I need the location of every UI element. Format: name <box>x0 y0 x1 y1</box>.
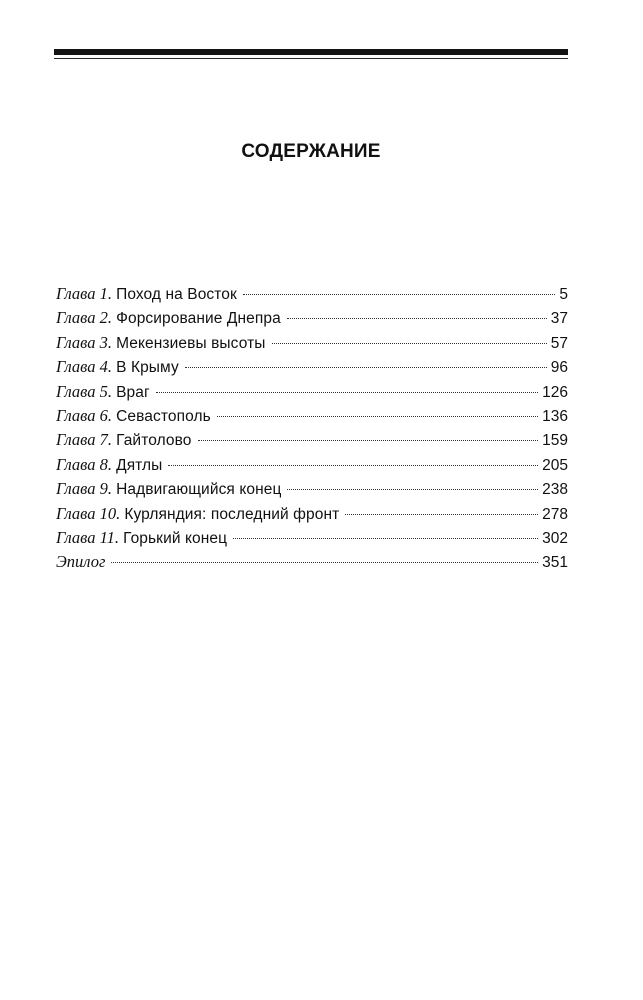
toc-entry[interactable] <box>56 502 568 526</box>
toc-entry[interactable] <box>56 380 568 404</box>
dot-leader <box>111 562 538 563</box>
chapter-number: Глава 8. <box>56 454 112 474</box>
dot-leader <box>156 392 538 393</box>
page-number: 238 <box>542 481 568 499</box>
chapter-title: Дятлы <box>116 456 163 474</box>
toc-entry-label <box>56 306 281 331</box>
dot-leader <box>198 440 539 441</box>
page-number: 126 <box>542 383 568 401</box>
dot-leader <box>185 367 547 368</box>
chapter-number: Глава 1. <box>56 284 112 303</box>
chapter-number: Глава 5. <box>56 381 112 401</box>
toc-entry[interactable] <box>56 404 568 428</box>
page-number: 5 <box>559 286 568 303</box>
page-number: 302 <box>542 529 568 547</box>
page-number: 351 <box>542 554 568 572</box>
chapter-number: Глава 7. <box>56 430 112 450</box>
dot-leader <box>287 489 538 490</box>
toc-entry-label <box>56 453 162 478</box>
chapter-number: Глава 9. <box>56 479 112 499</box>
toc-entry[interactable] <box>56 282 568 306</box>
page-number: 205 <box>542 456 568 474</box>
toc-entry-label <box>56 380 150 405</box>
dot-leader <box>345 514 538 515</box>
toc-entry-label <box>56 428 192 453</box>
toc-entry[interactable] <box>56 428 568 452</box>
header-rule-thick <box>54 49 568 55</box>
chapter-number: Глава 10. <box>56 503 121 523</box>
dot-leader <box>272 343 547 344</box>
table-of-contents <box>56 282 568 575</box>
chapter-title: Враг <box>116 383 150 401</box>
toc-entry-label <box>56 282 237 307</box>
toc-entry-label <box>56 331 266 356</box>
toc-entry-label <box>56 404 211 429</box>
epilogue-label: Эпилог <box>56 552 106 572</box>
chapter-title: Надвигающийся конец <box>116 481 282 499</box>
chapter-title: Поход на Восток <box>116 286 237 303</box>
dot-leader <box>168 465 538 466</box>
page-number: 57 <box>550 334 568 352</box>
chapter-title: Гайтолово <box>116 432 192 450</box>
chapter-number: Глава 4. <box>56 357 112 377</box>
toc-entry[interactable] <box>56 355 568 379</box>
toc-entry[interactable] <box>56 453 568 477</box>
page-number: 159 <box>542 432 568 450</box>
toc-entry-label <box>56 355 179 380</box>
dot-leader <box>233 538 538 539</box>
toc-entry[interactable] <box>56 477 568 501</box>
toc-entry-label <box>56 477 281 502</box>
page-number: 278 <box>542 505 568 523</box>
toc-entry[interactable] <box>56 331 568 355</box>
toc-entry-label <box>56 526 227 551</box>
header-rule-thin <box>54 58 568 59</box>
chapter-title: Севастополь <box>116 407 211 425</box>
toc-entry[interactable] <box>56 306 568 330</box>
page-number: 96 <box>550 359 568 377</box>
page-number: 37 <box>550 310 568 328</box>
chapter-number: Глава 2. <box>56 308 112 328</box>
chapter-number: Глава 3. <box>56 332 112 352</box>
chapter-title: Курляндия: последний фронт <box>124 505 340 523</box>
chapter-number: Глава 6. <box>56 405 112 425</box>
page-number: 136 <box>542 407 568 425</box>
chapter-title: Форсирование Днепра <box>116 310 281 328</box>
chapter-title: В Крыму <box>116 359 179 377</box>
toc-entry-label <box>56 502 339 527</box>
page-title: СОДЕРЖАНИЕ <box>241 141 381 162</box>
toc-entry[interactable] <box>56 526 568 550</box>
dot-leader <box>217 416 538 417</box>
toc-entry-epilogue[interactable] <box>56 550 568 574</box>
toc-entry-label <box>56 550 105 574</box>
dot-leader <box>243 294 555 295</box>
dot-leader <box>287 318 547 319</box>
chapter-title: Горький конец <box>123 529 228 547</box>
chapter-number: Глава 11. <box>56 527 119 547</box>
chapter-title: Мекензиевы высоты <box>116 334 266 352</box>
